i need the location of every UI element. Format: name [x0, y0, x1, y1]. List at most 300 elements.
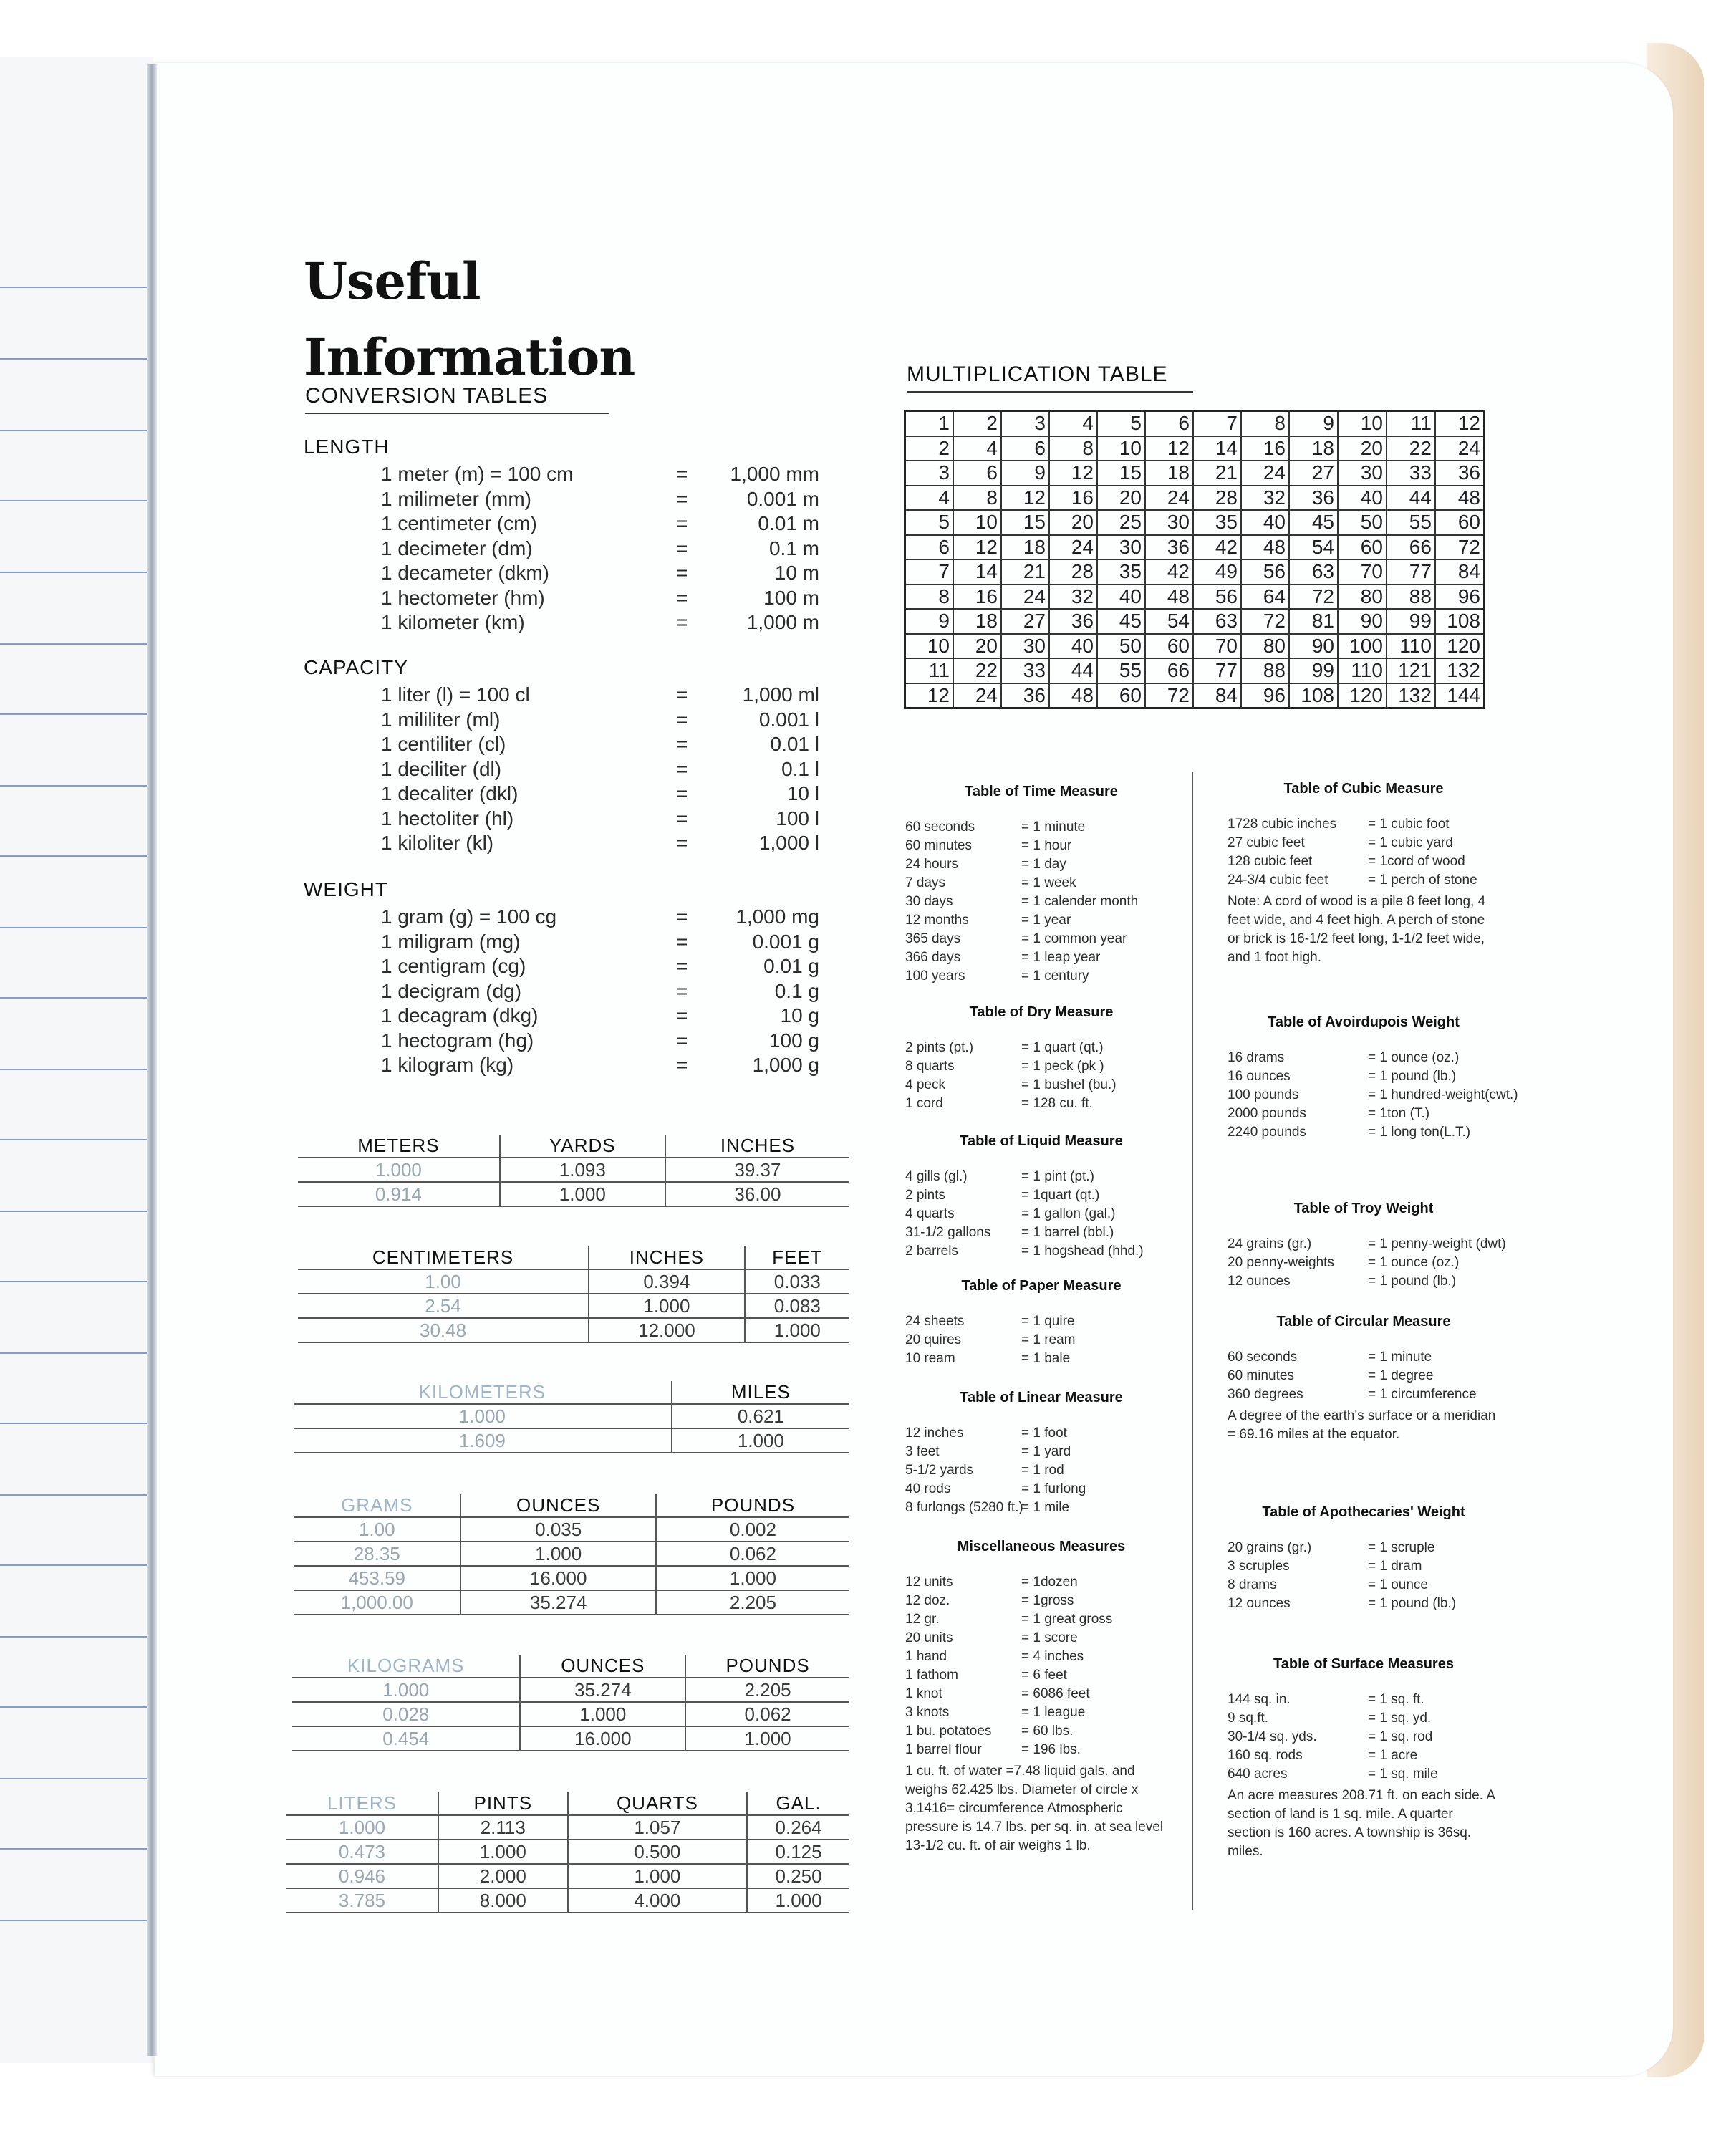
conversion-unit: 1 centiliter (cl) — [381, 733, 506, 755]
grid-cell: 1.000 — [460, 1542, 655, 1566]
conversion-unit: 1 deciliter (dl) — [381, 757, 502, 780]
ruled-line — [0, 572, 150, 573]
grid-cell: 35.274 — [520, 1678, 685, 1702]
multiplication-cell: 8 — [1241, 411, 1289, 436]
grid-header-row — [286, 1792, 849, 1815]
measure-table-title: Table of Time Measure — [965, 784, 1118, 799]
ruled-line — [0, 1848, 150, 1850]
conversion-row — [304, 905, 848, 931]
measure-equivalent: = 1 cubic foot — [1368, 817, 1450, 832]
measure-equivalent: = 1 bale — [1021, 1351, 1071, 1366]
grid-cell: 1.000 — [747, 1888, 849, 1913]
measure-equivalent: = 1 degree — [1368, 1368, 1434, 1383]
title-line-2: Information — [304, 327, 635, 387]
multiplication-cell: 12 — [905, 683, 954, 708]
measure-equivalent: = 6086 feet — [1021, 1686, 1090, 1701]
measure-row — [1228, 1577, 1500, 1596]
grid-column-header: KILOMETERS — [294, 1381, 672, 1404]
conversion-value: 1,000 g — [752, 1054, 819, 1076]
grid-row — [286, 1888, 849, 1913]
equals-sign: = — [676, 611, 688, 633]
ruled-line — [0, 713, 150, 715]
grid-cell: 1.000 — [745, 1318, 849, 1342]
multiplication-cell: 22 — [1387, 436, 1435, 461]
grid-cell: 1.000 — [438, 1840, 568, 1864]
measure-row — [1228, 872, 1500, 891]
conversion-unit: 1 centigram (cg) — [381, 955, 526, 977]
equals-sign: = — [676, 1029, 688, 1052]
measure-row — [905, 1426, 1177, 1444]
multiplication-cell: 30 — [1001, 634, 1049, 659]
measure-row — [905, 1463, 1177, 1481]
measure-equivalent: = 1gross — [1021, 1593, 1074, 1608]
measure-row — [1228, 1069, 1500, 1087]
multiplication-cell: 33 — [1001, 658, 1049, 683]
multiplication-cell: 42 — [1193, 535, 1241, 560]
multiplication-cell: 33 — [1387, 461, 1435, 486]
measure-equivalent: = 1 leap year — [1021, 950, 1101, 965]
equals-sign: = — [676, 782, 688, 804]
conversion-tables-heading: CONVERSION TABLES — [305, 384, 609, 414]
measure-equivalent: = 1 day — [1021, 857, 1066, 872]
measure-equivalent: = 1 minute — [1021, 819, 1086, 835]
multiplication-cell: 18 — [1289, 436, 1338, 461]
measure-rows — [905, 1040, 1177, 1115]
measure-row — [905, 1593, 1177, 1612]
measure-table — [1228, 1314, 1500, 1444]
measure-row — [905, 1040, 1177, 1059]
measure-row — [905, 1686, 1177, 1705]
multiplication-cell: 28 — [1193, 486, 1241, 511]
meters-yards-inches-table — [298, 1135, 849, 1207]
measure-quantity: 60 seconds — [905, 819, 975, 835]
conversion-unit: 1 liter (l) = 100 cl — [381, 683, 530, 706]
measure-quantity: 12 doz. — [905, 1593, 950, 1608]
multiplication-cell: 48 — [1435, 486, 1485, 511]
conversion-unit: 1 milimeter (mm) — [381, 487, 531, 510]
conversion-row — [304, 1029, 848, 1054]
multiplication-cell: 70 — [1193, 634, 1241, 659]
multiplication-cell: 24 — [953, 683, 1001, 708]
conversion-unit: 1 decaliter (dkl) — [381, 782, 519, 804]
multiplication-cell: 3 — [1001, 411, 1049, 436]
measure-table — [905, 1133, 1177, 1262]
conversion-value: 1,000 mg — [736, 905, 819, 928]
equals-sign: = — [676, 537, 688, 559]
measure-equivalent: = 1ton (T.) — [1368, 1106, 1430, 1121]
grid-cell: 1.00 — [298, 1269, 589, 1294]
measure-row — [1228, 1368, 1500, 1387]
conversion-unit: 1 hectometer (hm) — [381, 586, 545, 609]
measure-quantity: 3 knots — [905, 1705, 950, 1720]
ruled-line — [0, 500, 150, 501]
grid-cell: 0.946 — [286, 1864, 438, 1888]
conversion-value: 100 l — [776, 807, 819, 830]
measure-rows — [1228, 817, 1500, 891]
measure-row — [905, 1630, 1177, 1649]
measure-rows — [1228, 1236, 1506, 1292]
conversion-unit: 1 kilometer (km) — [381, 611, 525, 633]
multiplication-table — [904, 410, 1485, 709]
grid-cell: 4.000 — [568, 1888, 748, 1913]
multiplication-cell: 10 — [1097, 436, 1145, 461]
measure-equivalent: = 1 long ton(L.T.) — [1368, 1125, 1471, 1140]
multiplication-cell: 14 — [1193, 436, 1241, 461]
multiplication-cell: 66 — [1145, 658, 1193, 683]
conversion-value: 1,000 mm — [730, 463, 819, 485]
measure-quantity: 365 days — [905, 931, 961, 946]
multiplication-cell: 36 — [1049, 609, 1097, 634]
multiplication-cell: 72 — [1145, 683, 1193, 708]
multiplication-cell: 90 — [1338, 609, 1387, 634]
conversion-row — [304, 562, 848, 587]
measure-equivalent: = 1 mile — [1021, 1500, 1070, 1515]
multiplication-cell: 30 — [1097, 535, 1145, 560]
conversion-value: 0.001 g — [752, 930, 819, 953]
multiplication-cell: 72 — [1435, 535, 1485, 560]
measure-equivalent: = 1 barrel (bbl.) — [1021, 1225, 1114, 1240]
multiplication-cell: 60 — [1097, 683, 1145, 708]
conversion-value: 0.1 m — [768, 537, 819, 559]
measure-table — [1228, 1014, 1518, 1143]
measure-quantity: 9 sq.ft. — [1228, 1711, 1269, 1726]
measure-equivalent: = 1dozen — [1021, 1575, 1078, 1590]
measure-row — [1228, 1087, 1518, 1106]
multiplication-cell: 18 — [1001, 535, 1049, 560]
measure-equivalent: = 1 pound (lb.) — [1368, 1069, 1457, 1084]
grid-cell: 1.000 — [294, 1404, 672, 1428]
multiplication-cell: 15 — [1097, 461, 1145, 486]
measure-row — [905, 1188, 1177, 1206]
grid-cell: 16.000 — [520, 1726, 685, 1751]
measure-equivalent: = 1 ounce (oz.) — [1368, 1050, 1460, 1065]
conversion-unit: 1 mililiter (ml) — [381, 708, 501, 731]
grid-row — [286, 1840, 849, 1864]
measure-row — [905, 1244, 1177, 1262]
measure-quantity: 2240 pounds — [1228, 1125, 1306, 1140]
grid-cell: 1.000 — [656, 1566, 849, 1590]
spine-binding — [147, 64, 157, 2056]
multiplication-cell: 10 — [905, 634, 954, 659]
multiplication-cell: 6 — [953, 461, 1001, 486]
multiplication-cell: 54 — [1289, 535, 1338, 560]
measure-quantity: 12 inches — [905, 1426, 964, 1441]
measure-row — [905, 819, 1177, 838]
ruled-line — [0, 1069, 150, 1070]
measure-quantity: 31-1/2 gallons — [905, 1225, 991, 1240]
measure-row — [905, 931, 1177, 950]
multiplication-cell: 27 — [1289, 461, 1338, 486]
multiplication-row — [905, 486, 1485, 511]
measure-rows — [905, 1169, 1177, 1262]
multiplication-cell: 44 — [1049, 658, 1097, 683]
measure-row — [905, 1314, 1177, 1332]
grid-header-row — [298, 1246, 849, 1269]
ruled-line — [0, 1494, 150, 1496]
ruled-line — [0, 785, 150, 787]
multiplication-cell: 6 — [1001, 436, 1049, 461]
grid-cell: 0.002 — [656, 1517, 849, 1542]
grid-column-header: LITERS — [286, 1792, 438, 1815]
measure-quantity: 12 ounces — [1228, 1274, 1291, 1289]
grid-column-header: QUARTS — [568, 1792, 748, 1815]
ruled-line — [0, 1778, 150, 1779]
grams-ounces-pounds-table — [294, 1494, 849, 1615]
multiplication-cell: 60 — [1338, 535, 1387, 560]
grid-row — [298, 1294, 849, 1318]
grid-cell: 0.473 — [286, 1840, 438, 1864]
measure-equivalent: = 1 sq. mile — [1368, 1766, 1438, 1782]
measure-quantity: 2 pints — [905, 1188, 945, 1203]
multiplication-cell: 8 — [953, 486, 1001, 511]
measure-quantity: 8 quarts — [905, 1059, 955, 1074]
measure-row — [905, 1206, 1177, 1225]
measure-rows — [905, 819, 1177, 987]
measure-equivalent: = 128 cu. ft. — [1021, 1096, 1093, 1111]
grid-cell: 16.000 — [460, 1566, 655, 1590]
multiplication-cell: 22 — [953, 658, 1001, 683]
multiplication-cell: 24 — [1241, 461, 1289, 486]
measure-row — [905, 857, 1177, 875]
measure-row — [1228, 1559, 1500, 1577]
grid-column-header: INCHES — [665, 1135, 849, 1158]
multiplication-cell: 88 — [1387, 585, 1435, 610]
grid-column-header: YARDS — [500, 1135, 665, 1158]
measure-quantity: 8 furlongs (5280 ft.) — [905, 1500, 1023, 1515]
measure-table — [1228, 1201, 1506, 1292]
measure-rows — [905, 1426, 1177, 1519]
multiplication-row — [905, 436, 1485, 461]
multiplication-cell: 7 — [1193, 411, 1241, 436]
multiplication-cell: 84 — [1193, 683, 1241, 708]
measure-equivalent: = 1 dram — [1368, 1559, 1422, 1574]
multiplication-cell: 7 — [905, 559, 954, 585]
measure-row — [905, 1096, 1177, 1115]
measure-note: Note: A cord of wood is a pile 8 feet long, 4 feet wide, and 4 feet high. A perch of stone or brick is 16-1/2 feet long, 1-1/2 feet wide, and 1 foot high. — [1228, 894, 1486, 965]
grid-cell: 0.062 — [656, 1542, 849, 1566]
grid-column-header: PINTS — [438, 1792, 568, 1815]
multiplication-row — [905, 609, 1485, 634]
multiplication-cell: 55 — [1097, 658, 1145, 683]
equals-sign: = — [676, 487, 688, 510]
measure-quantity: 100 years — [905, 968, 965, 984]
ruled-line — [0, 1281, 150, 1282]
grid-column-header: INCHES — [589, 1246, 745, 1269]
equals-sign: = — [676, 1054, 688, 1076]
equals-sign: = — [676, 832, 688, 854]
ruled-line — [0, 287, 150, 288]
weight-section — [304, 878, 848, 1079]
multiplication-cell: 4 — [905, 486, 954, 511]
measure-quantity: 12 ounces — [1228, 1596, 1291, 1611]
grid-column-header: OUNCES — [520, 1655, 685, 1678]
measure-quantity: 1 knot — [905, 1686, 942, 1701]
multiplication-cell: 40 — [1049, 634, 1097, 659]
multiplication-cell: 42 — [1145, 559, 1193, 585]
measure-quantity: 128 cubic feet — [1228, 854, 1313, 869]
equals-sign: = — [676, 562, 688, 584]
multiplication-cell: 49 — [1193, 559, 1241, 585]
measure-equivalent: = 1 bushel (bu.) — [1021, 1077, 1117, 1092]
multiplication-cell: 63 — [1193, 609, 1241, 634]
measure-table-title: Table of Surface Measures — [1273, 1656, 1454, 1672]
measure-table-title: Table of Dry Measure — [969, 1004, 1114, 1020]
measure-table — [905, 1004, 1177, 1115]
multiplication-cell: 35 — [1097, 559, 1145, 585]
multiplication-cell: 12 — [1435, 411, 1485, 436]
measure-equivalent: = 1 year — [1021, 913, 1071, 928]
measure-equivalent: = 1 yard — [1021, 1444, 1071, 1459]
measure-equivalent: = 1 week — [1021, 875, 1076, 890]
grid-cell: 30.48 — [298, 1318, 589, 1342]
grid-cell: 2.205 — [656, 1590, 849, 1615]
ruled-line — [0, 1564, 150, 1566]
ruled-line — [0, 855, 150, 857]
measure-equivalent: = 1 sq. yd. — [1368, 1711, 1432, 1726]
measure-table-title: Table of Troy Weight — [1293, 1201, 1434, 1216]
measure-quantity: 20 units — [905, 1630, 953, 1645]
multiplication-cell: 4 — [1049, 411, 1097, 436]
multiplication-cell: 14 — [953, 559, 1001, 585]
cm-inches-feet-table — [298, 1246, 849, 1343]
equals-sign: = — [676, 708, 688, 731]
conversion-value: 0.01 g — [763, 955, 819, 977]
measure-quantity: 24 sheets — [905, 1314, 965, 1329]
measure-quantity: 1 bu. potatoes — [905, 1723, 992, 1739]
measure-quantity: 2000 pounds — [1228, 1106, 1306, 1121]
equals-sign: = — [676, 463, 688, 485]
multiplication-cell: 3 — [905, 461, 954, 486]
grid-row — [294, 1566, 849, 1590]
multiplication-cell: 44 — [1387, 486, 1435, 511]
measure-table-title: Table of Liquid Measure — [960, 1133, 1123, 1149]
multiplication-cell: 110 — [1387, 634, 1435, 659]
conversion-row — [304, 807, 848, 832]
measure-equivalent: = 1 penny-weight (dwt) — [1368, 1236, 1506, 1251]
multiplication-cell: 12 — [1001, 486, 1049, 511]
measure-equivalent: = 1 minute — [1368, 1350, 1432, 1365]
measure-quantity: 12 months — [905, 913, 969, 928]
ruled-line — [0, 1352, 150, 1354]
multiplication-cell: 35 — [1193, 510, 1241, 535]
multiplication-cell: 96 — [1435, 585, 1485, 610]
measure-quantity: 24 hours — [905, 857, 958, 872]
measure-quantity: 16 drams — [1228, 1050, 1285, 1065]
conversion-row — [304, 683, 848, 708]
grid-cell: 0.250 — [747, 1864, 849, 1888]
measure-quantity: 40 rods — [905, 1481, 951, 1496]
measure-table — [1228, 781, 1500, 967]
grid-cell: 36.00 — [665, 1182, 849, 1206]
grid-cell: 1.000 — [286, 1815, 438, 1840]
grid-cell: 1.000 — [589, 1294, 745, 1318]
multiplication-cell: 9 — [905, 609, 954, 634]
multiplication-cell: 24 — [1145, 486, 1193, 511]
kilograms-ounces-pounds-table — [292, 1655, 849, 1751]
multiplication-cell: 16 — [1049, 486, 1097, 511]
grid-cell: 12.000 — [589, 1318, 745, 1342]
equals-sign: = — [676, 905, 688, 928]
measure-quantity: 2 barrels — [905, 1244, 958, 1259]
measure-equivalent: = 1 gallon (gal.) — [1021, 1206, 1116, 1221]
ruled-line — [0, 358, 150, 360]
conversion-row — [304, 1004, 848, 1029]
measure-row — [1228, 1748, 1500, 1766]
grid-header-row — [292, 1655, 849, 1678]
measure-table — [905, 1539, 1177, 1855]
measure-equivalent: = 1 pound (lb.) — [1368, 1274, 1457, 1289]
multiplication-row — [905, 535, 1485, 560]
measure-row — [905, 968, 1177, 987]
measure-note: A degree of the earth's surface or a meridian = 69.16 miles at the equator. — [1228, 1408, 1496, 1442]
conversion-unit: 1 gram (g) = 100 cg — [381, 905, 557, 928]
ruled-line — [0, 1423, 150, 1424]
grid-cell: 35.274 — [460, 1590, 655, 1615]
grid-cell: 2.54 — [298, 1294, 589, 1318]
multiplication-cell: 77 — [1387, 559, 1435, 585]
conversion-unit: 1 decigram (dg) — [381, 979, 522, 1002]
measure-equivalent: = 1 cubic yard — [1368, 835, 1453, 850]
multiplication-cell: 70 — [1338, 559, 1387, 585]
measure-row — [905, 1444, 1177, 1463]
conversion-value: 10 l — [786, 782, 819, 804]
measure-rows — [1228, 1050, 1518, 1143]
measure-quantity: 4 quarts — [905, 1206, 955, 1221]
grid-header-row — [294, 1494, 849, 1517]
multiplication-cell: 21 — [1001, 559, 1049, 585]
measure-row — [905, 875, 1177, 894]
measure-equivalent: = 1 hogshead (hhd.) — [1021, 1244, 1144, 1259]
conversion-value: 0.1 l — [781, 757, 819, 780]
multiplication-cell: 8 — [905, 585, 954, 610]
grid-cell: 1,000.00 — [294, 1590, 460, 1615]
measure-quantity: 1 fathom — [905, 1668, 958, 1683]
measure-equivalent: = 4 inches — [1021, 1649, 1084, 1664]
measure-equivalent: = 1cord of wood — [1368, 854, 1465, 869]
multiplication-cell: 48 — [1049, 683, 1097, 708]
multiplication-cell: 18 — [953, 609, 1001, 634]
title-line-1: Useful — [304, 251, 481, 311]
multiplication-cell: 81 — [1289, 609, 1338, 634]
measure-quantity: 160 sq. rods — [1228, 1748, 1303, 1763]
measure-table — [1228, 1656, 1500, 1861]
conversion-row — [304, 955, 848, 980]
measure-row — [1228, 1729, 1500, 1748]
multiplication-cell: 60 — [1145, 634, 1193, 659]
left-notebook-page — [0, 57, 153, 2063]
grid-cell: 28.35 — [294, 1542, 460, 1566]
multiplication-row — [905, 510, 1485, 535]
multiplication-cell: 15 — [1001, 510, 1049, 535]
measure-row — [905, 1705, 1177, 1723]
measure-quantity: 144 sq. in. — [1228, 1692, 1291, 1707]
measure-quantity: 640 acres — [1228, 1766, 1288, 1782]
measure-note: An acre measures 208.71 ft. on each side. A section of land is 1 sq. mile. A quarter section is 160 acres. A township is 36sq. miles. — [1228, 1788, 1495, 1859]
grid-row — [292, 1726, 849, 1751]
conversion-unit: 1 decimeter (dm) — [381, 537, 533, 559]
multiplication-cell: 5 — [1097, 411, 1145, 436]
grid-cell: 1.000 — [298, 1158, 500, 1182]
measure-rows — [1228, 1692, 1500, 1785]
multiplication-cell: 64 — [1241, 585, 1289, 610]
multiplication-cell: 144 — [1435, 683, 1485, 708]
multiplication-row — [905, 683, 1485, 708]
multiplication-table-heading: MULTIPLICATION TABLE — [907, 362, 1193, 393]
measure-quantity: 1 barrel flour — [905, 1742, 982, 1757]
multiplication-cell: 108 — [1289, 683, 1338, 708]
measure-table — [905, 1278, 1177, 1370]
weight-title: WEIGHT — [304, 878, 388, 900]
